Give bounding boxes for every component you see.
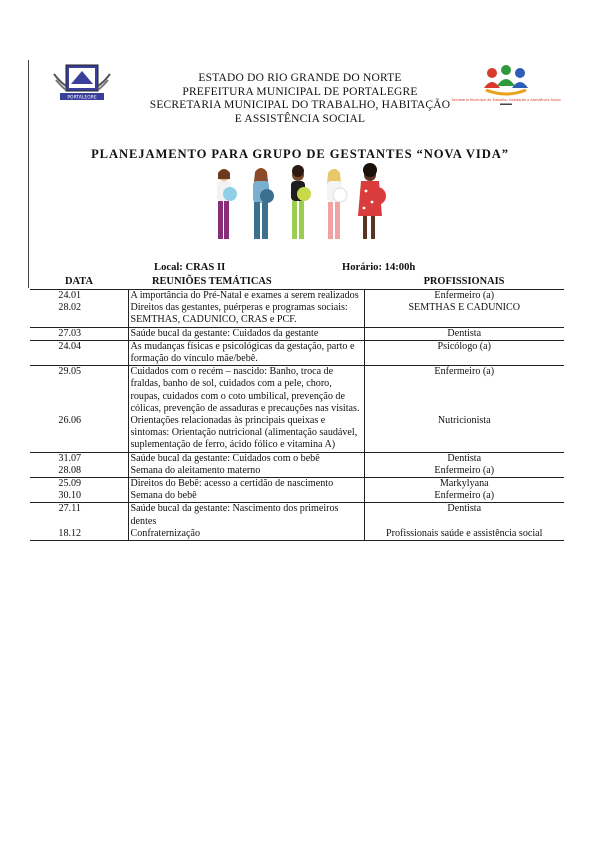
- time-label: Horário: 14:00h: [342, 262, 416, 273]
- row-date: 18.12: [30, 528, 128, 541]
- row-date: 27.03: [30, 327, 128, 340]
- row-date: 30.10: [30, 490, 128, 503]
- row-professional: Enfermeiro (a): [364, 490, 564, 503]
- table-row: [30, 327, 564, 340]
- table-row: [30, 340, 564, 365]
- row-date: 27.11: [58, 503, 81, 515]
- row-theme: Direitos das gestantes, puérperas e programas sociais: SEMTHAS, CADUNICO, CRAS e PCF.: [128, 302, 364, 327]
- location-label: Local: CRAS II: [154, 262, 226, 273]
- row-professional: Profissionais saúde e assistência social: [364, 528, 564, 541]
- table-row: [30, 366, 564, 415]
- row-professional: Dentista: [364, 452, 564, 465]
- row-date: 28.02: [30, 302, 128, 327]
- institution-header: [120, 72, 480, 126]
- table-row: [30, 503, 564, 528]
- row-professional: Dentista: [364, 327, 564, 340]
- row-theme: Cuidados com o recém – nascido: Banho, troca de fraldas, banho de sol, cuidados com a pele, choro, roupas, cuidados com o coto umbilical, prevenção de cólicas, prevenção de assaduras e precauções nas visitas.: [128, 366, 364, 415]
- logo-text: Secretaria Municipal do Trabalho, Habitação e Assistência Social: [451, 98, 561, 102]
- row-theme: Semana do bebê: [128, 490, 364, 503]
- pregnant-women-illustration-icon: [206, 166, 394, 246]
- crest-text: PORTALEGRE: [67, 95, 97, 101]
- secretaria-logo-icon: [451, 64, 561, 108]
- margin-rule: [28, 60, 29, 288]
- table-row: [30, 478, 564, 491]
- row-theme: Orientações relacionadas às principais queixas e sintomas: Orientação nutricional (alimentação saudável, suplementação de ferro, ácido fólico e vitamina A): [128, 415, 364, 452]
- table-row: [30, 415, 564, 452]
- header-line-3: SECRETARIA MUNICIPAL DO TRABALHO, HABITAÇÃO: [149, 99, 451, 112]
- row-theme: Saúde bucal da gestante: Nascimento dos primeiros dentes: [128, 503, 364, 528]
- row-date: 29.05: [58, 366, 82, 378]
- table-row: [30, 452, 564, 465]
- table-row: [30, 465, 564, 478]
- row-date: 24.04: [30, 340, 128, 365]
- municipal-crest-icon: [52, 64, 112, 104]
- header-date: DATA: [30, 276, 128, 290]
- header-line-1: ESTADO DO RIO GRANDE DO NORTE: [198, 72, 402, 84]
- row-theme: As mudanças físicas e psicológicas da gestação, parto e formação do vínculo mãe/bebê.: [128, 340, 364, 365]
- table-row: [30, 290, 564, 303]
- schedule-table: [30, 276, 564, 541]
- row-date: 26.06: [30, 415, 128, 452]
- row-professional: SEMTHAS E CADUNICO: [364, 302, 564, 327]
- row-theme: Direitos do Bebê: acesso a certidão de nascimento: [128, 478, 364, 491]
- row-professional: Enfermeiro (a): [364, 290, 564, 303]
- row-date: 28.08: [30, 465, 128, 478]
- row-theme: Saúde bucal da gestante: Cuidados da gestante: [128, 327, 364, 340]
- row-date: 25.09: [58, 478, 82, 490]
- table-row: [30, 490, 564, 503]
- document-title: PLANEJAMENTO PARA GRUPO DE GESTANTES “NOVA VIDA”: [91, 147, 509, 161]
- row-professional: Enfermeiro (a): [364, 366, 564, 415]
- header-line-2: PREFEITURA MUNICIPAL DE PORTALEGRE: [182, 85, 418, 98]
- header-professionals: PROFISSIONAIS: [364, 276, 564, 290]
- row-theme: Semana do aleitamento materno: [128, 465, 364, 478]
- row-professional: Dentista: [364, 503, 564, 528]
- row-professional: Markylyana: [364, 478, 564, 491]
- row-theme: Saúde bucal da gestante: Cuidados com o bebê: [128, 452, 364, 465]
- row-date: 31.07: [58, 452, 82, 464]
- header-line-4: E ASSISTÊNCIA SOCIAL: [234, 112, 366, 125]
- row-date: 24.01: [58, 290, 82, 301]
- row-professional: Psicólogo (a): [364, 340, 564, 365]
- table-header-row: [30, 276, 564, 290]
- header-themes: REUNIÕES TEMÁTICAS: [128, 276, 364, 290]
- row-theme: Confraternização: [128, 528, 364, 541]
- row-professional: Enfermeiro (a): [364, 465, 564, 478]
- row-theme: A importância do Pré-Natal e exames a serem realizados: [128, 290, 364, 303]
- row-professional: Nutricionista: [364, 415, 564, 452]
- table-row: [30, 528, 564, 541]
- table-row: [30, 302, 564, 327]
